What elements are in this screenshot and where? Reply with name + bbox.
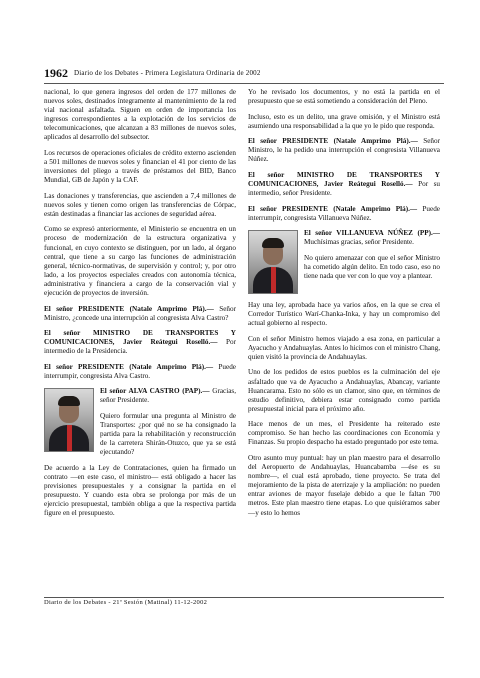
speech-turn bbox=[248, 171, 440, 198]
paragraph: Las donaciones y transferencias, que ascienden a 7,4 millones de nuevos soles y tienen como origen las transferencias de Córpac, están destinadas a financiar las acciones de seguridad aérea. bbox=[44, 191, 236, 218]
speech-turn bbox=[248, 137, 440, 164]
header-title: Diario de los Debates - Primera Legislatura Ordinaria de 2002 bbox=[74, 69, 261, 77]
speaker-name: El señor PRESIDENTE (Natale Amprimo Plá).— bbox=[248, 137, 418, 146]
right-column bbox=[248, 88, 440, 524]
speaker-photo bbox=[44, 388, 94, 452]
speaker-block bbox=[44, 387, 236, 457]
speaker-name: El señor PRESIDENTE (Natale Amprimo Plá).— bbox=[44, 362, 214, 371]
left-column bbox=[44, 88, 236, 525]
paragraph: Uno de los pedidos de estos pueblos es la culminación del eje asfaltado que va de Ayacucho a Andahuaylas, Abancay, variante Huancarama. Esto no sólo es un clamor, sino que, en términos de estudio definitivo, debiera estar consignado como partida presupuestal inicial para el próximo año. bbox=[248, 368, 440, 413]
paragraph: De acuerdo a la Ley de Contrataciones, quien ha firmado un contrato —en este caso, el ministro— está obligado a hacer las previsiones presupuestales y a consignar la partida en el presupuesto. Y cuando esta obra se prolonga por más de un ejercicio presupuestal, también obliga a que la respectiva partida figure en el presupuesto. bbox=[44, 463, 236, 518]
paragraph: Yo he revisado los documentos, y no está la partida en el presupuesto que se está sometiendo a consideración del Pleno. bbox=[248, 88, 440, 106]
speech-text: Por intermedio de la Presidencia. bbox=[44, 338, 236, 356]
paragraph: nacional, lo que genera ingresos del orden de 177 millones de nuevos soles, destinados íntegramente al mantenimiento de la red vial nacional asfaltada. Siguen en orden de importancia los ingresos correspondientes a la explotación de los servicios de telecomunicaciones, que alcanzan a 83 millones de nuevos soles, aplicados al desarrollo del subsector. bbox=[44, 88, 236, 142]
speech-turn bbox=[44, 329, 236, 356]
speaker-name: El señor ALVA CASTRO (PAP).— bbox=[100, 387, 210, 396]
page-footer bbox=[44, 597, 444, 606]
speaker-name: El señor VILLANUEVA NÚÑEZ (PP).— bbox=[304, 229, 440, 238]
speech-text: Puede interrumpir, congresista Villanueva Núñez. bbox=[248, 204, 440, 222]
footer-text: Diario de los Debates - 21ª Sesión (Matinal) 11-12-2002 bbox=[44, 599, 208, 606]
speech-turn bbox=[44, 305, 236, 323]
paragraph: No quiero amenazar con que el señor Ministro ha cometido algún delito. En todo caso, eso no tiene nada que ver con lo que voy a plantear. bbox=[304, 253, 440, 280]
paragraph: Incluso, esto es un delito, una grave omisión, y el Ministro está asumiendo una responsabilidad a la que yo le pido que responda. bbox=[248, 112, 440, 130]
speech-text: Puede interrumpir, congresista Alva Castro. bbox=[44, 362, 236, 380]
paragraph: Quiero formular una pregunta al Ministro de Transportes: ¿por qué no se ha consignado la partida para la rehabilitación y reconstrucción de la carretera Shirán-Otuzco, que ya se está ejecutando? bbox=[100, 411, 236, 457]
speech-text: Muchísimas gracias, señor Presidente. bbox=[304, 238, 414, 247]
speech-text: Señor Ministro, le ha pedido una interrupción el congresista Villanueva Núñez. bbox=[248, 137, 440, 164]
speaker-name: El señor MINISTRO DE TRANSPORTES Y COMUNICACIONES, Javier Reátegui Roselló.— bbox=[248, 170, 440, 188]
speech-text: Por su intermedio, señor Presidente. bbox=[248, 179, 440, 198]
speech-turn bbox=[44, 363, 236, 381]
speech-text: Señor Ministro, ¿concede una interrupción al congresista Alva Castro? bbox=[44, 304, 236, 322]
speaker-name: El señor MINISTRO DE TRANSPORTES Y COMUNICACIONES, Javier Reátegui Roselló.— bbox=[44, 329, 236, 347]
speaker-photo bbox=[248, 230, 298, 294]
speech-turn bbox=[248, 205, 440, 223]
page-number: 1962 bbox=[44, 66, 68, 80]
speaker-name: El señor PRESIDENTE (Natale Amprimo Plá).— bbox=[44, 304, 214, 313]
paragraph: Otro asunto muy puntual: hay un plan maestro para el desarrollo del Aeropuerto de Andahuaylas, Huancabamba —ése es su nombre—, el cual está aprobado, tiene proyecto. Se trata del mejoramiento de la pista de aterrizaje y la ampliación: no pueden entrar aviones de mayor fuselaje debido a que le faltan 700 metros. Este plan maestro tiene etapas. Lo que quisiéramos saber —y esto lo hemos bbox=[248, 453, 440, 517]
speaker-block bbox=[248, 229, 440, 295]
paragraph: Como se expresó anteriormente, el Ministerio se encuentra en un proceso de modernización de la estructura organizativa y funcional, en cuyo contexto se distinguen, por un lado, al órgano central, que tiene a su cargo las funciones de administración general, técnico-normativas, de supervisión y control; y, por otro lado, a los proyectos especiales creados con autonomía técnica, administrativa y financiera a cargo de la conservación vial y ejecución de proyectos de inversión. bbox=[44, 225, 236, 298]
paragraph: Hace menos de un mes, el Presidente ha reiterado este compromiso. Se han hecho las coordinaciones con Economía y Finanzas. Su propio despacho ha estado preguntado por este tema. bbox=[248, 420, 440, 447]
paragraph: Con el señor Ministro hemos viajado a esa zona, en particular a Ayacucho y Andahuaylas. Antes lo hicimos con el ministro Chang, quien visitó la provincia de Andahuaylas. bbox=[248, 334, 440, 361]
paragraph: Los recursos de operaciones oficiales de crédito externo ascienden a 501 millones de nuevos soles y financian el 41 por ciento de las inversiones del pliego a través de préstamos del BID, Banco Mundial, GB de Japón y la CAF. bbox=[44, 148, 236, 185]
paragraph: Hay una ley, aprobada hace ya varios años, en la que se crea el Corredor Turístico Warí-Chanka-Inka, y hay un compromiso del actual gobierno al respecto. bbox=[248, 301, 440, 328]
speech-text: Gracias, señor Presidente. bbox=[100, 387, 236, 405]
speaker-name: El señor PRESIDENTE (Natale Amprimo Plá).— bbox=[248, 204, 418, 213]
page-header bbox=[44, 66, 444, 84]
